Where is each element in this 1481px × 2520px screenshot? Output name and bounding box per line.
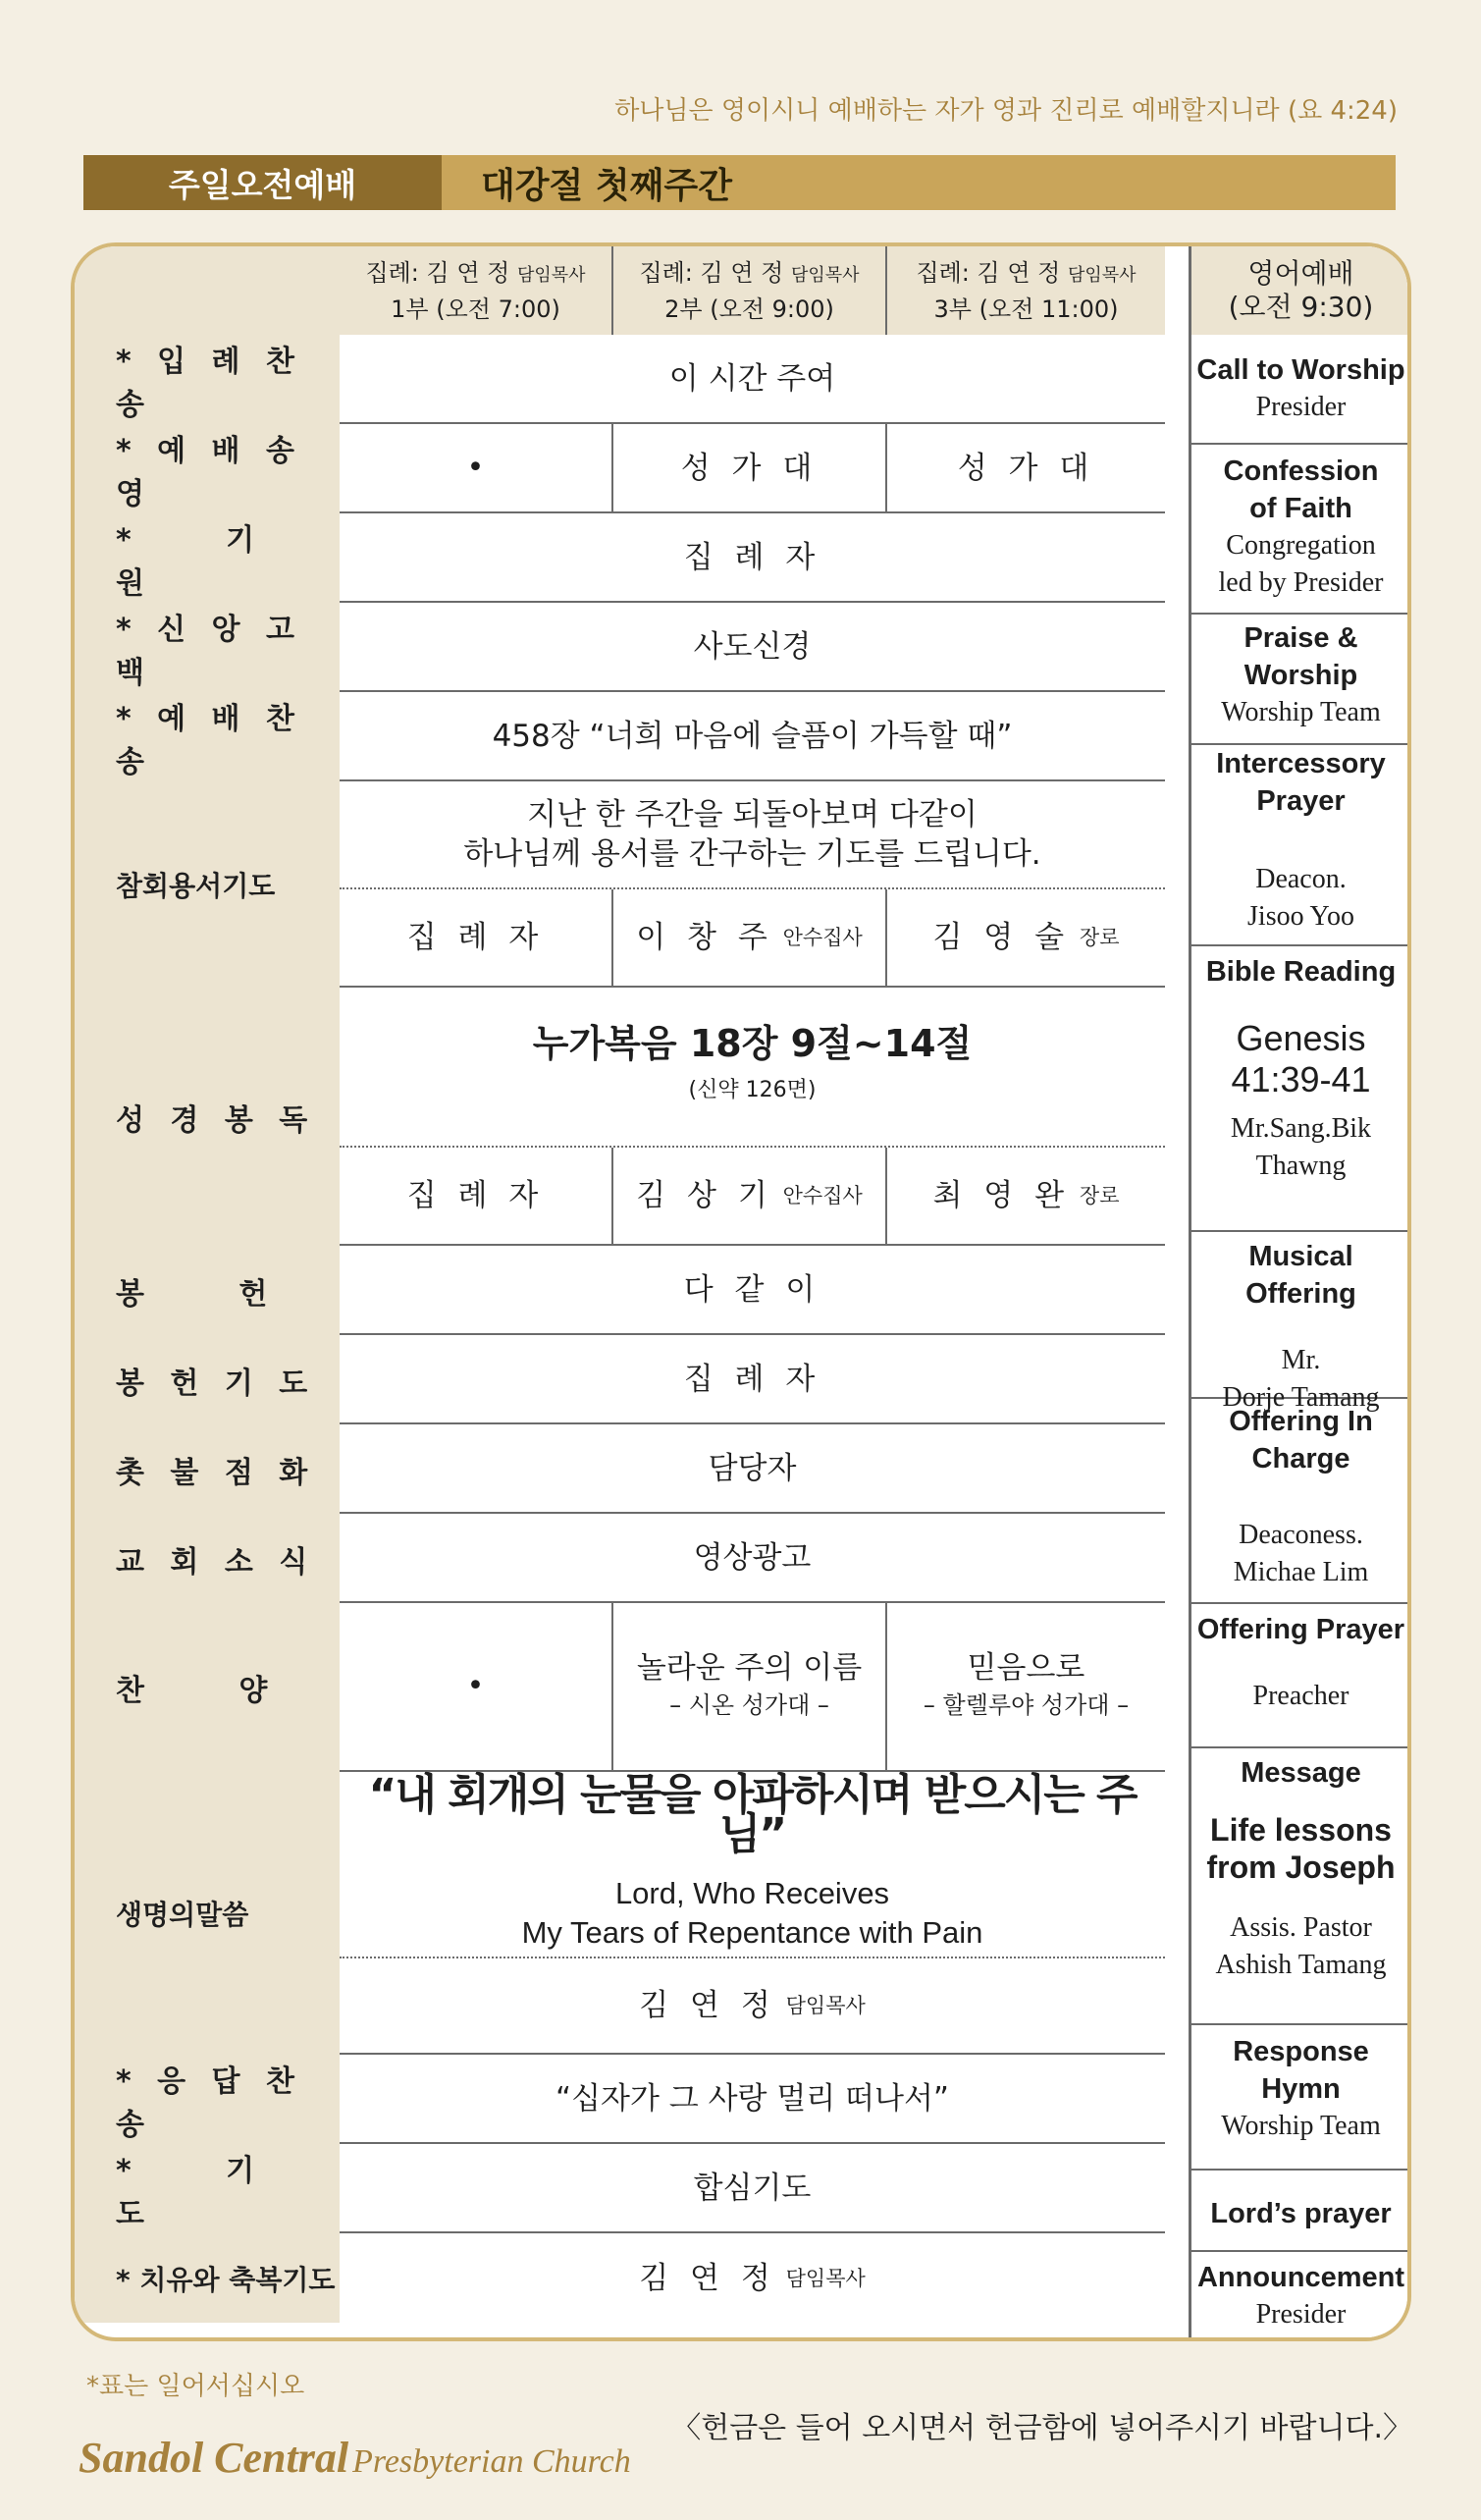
preacher: 김 연 정 담임목사 xyxy=(340,1958,1165,2055)
eng-lords-prayer: Lord’s prayer xyxy=(1191,2176,1410,2252)
eng-offering-prayer: Offering Prayer Preacher xyxy=(1191,1611,1410,1748)
label-creed: * 신 앙 고 백 xyxy=(75,603,340,692)
doxology-1: • xyxy=(340,424,613,513)
label-offering-prayer: 봉 헌 기 도 xyxy=(75,1335,340,1424)
opening-hymn: 이 시간 주여 xyxy=(340,335,1165,424)
eng-call-to-worship: Call to Worship Presider xyxy=(1191,351,1410,445)
confession-elder-2: 김 영 술 장로 xyxy=(887,889,1165,988)
blessing-prayer: 김 연 정 담임목사 xyxy=(639,2260,866,2296)
offering-prayer: 집 례 자 xyxy=(340,1335,1165,1424)
scripture-verse: 하나님은 영이시니 예배하는 자가 영과 진리로 예배할지니라 (요 4:24) xyxy=(614,96,1398,126)
eng-announcement: Announcement Presider xyxy=(1196,2262,1405,2330)
label-announcements: 교 회 소 식 xyxy=(75,1514,340,1603)
label-offering: 봉 헌 xyxy=(75,1246,340,1335)
doxology-3: 성 가 대 xyxy=(887,424,1165,513)
prayer: 합심기도 xyxy=(340,2144,1165,2233)
english-header: 영어예배 (오전 9:30) xyxy=(1191,246,1410,335)
label-candle-lighting: 촛 불 점 화 xyxy=(75,1424,340,1514)
eng-praise-worship: Praise & Worship Worship Team xyxy=(1191,619,1410,745)
confession-leader: 집 례 자 xyxy=(340,889,613,988)
church-logo xyxy=(79,2433,631,2483)
eng-confession-of-faith: Confession of Faith Congregation led by Presider xyxy=(1191,453,1410,615)
label-invocation: * 기 원 xyxy=(75,513,340,603)
confession-text: 지난 한 주간을 되돌아보며 다같이 하나님께 용서를 간구하는 기도를 드립니다. xyxy=(340,781,1165,889)
order-of-worship-card xyxy=(71,242,1411,2341)
label-worship-hymn: * 예 배 찬 송 xyxy=(75,692,340,781)
header-blank xyxy=(75,246,340,335)
scripture-leader: 집 례 자 xyxy=(340,1148,613,1246)
praise-2: 놀라운 주의 이름 – 시온 성가대 – xyxy=(613,1603,887,1772)
label-confession-prayer: 참회용서기도 xyxy=(75,781,340,988)
label-scripture: 성 경 봉 독 xyxy=(75,988,340,1246)
scripture-reader-1: 김 상 기 안수집사 xyxy=(613,1148,887,1246)
label-response-hymn: * 응 답 찬 송 xyxy=(75,2055,340,2144)
label-sermon: 생명의말씀 xyxy=(75,1772,340,2055)
invocation: 집 례 자 xyxy=(340,513,1165,603)
scripture-reading: 누가복음 18장 9절~14절 (신약 126면) xyxy=(340,988,1165,1148)
church-name: Sandol Central xyxy=(79,2434,349,2482)
praise-3: 믿음으로 – 할렐루야 성가대 – xyxy=(887,1603,1165,1772)
eng-intercessory-prayer: Intercessory Prayer Deacon. Jisoo Yoo xyxy=(1191,745,1410,946)
offering: 다 같 이 xyxy=(340,1246,1165,1335)
eng-bible-reading: Bible Reading Genesis 41:39-41 Mr.Sang.Bik Thawng xyxy=(1191,953,1410,1232)
header-service-2: 집례: 김 연 정 담임목사 2부 (오전 9:00) xyxy=(613,246,887,335)
praise-1: • xyxy=(340,1603,613,1772)
confession-elder-1: 이 창 주 안수집사 xyxy=(613,889,887,988)
label-blessing-prayer: * 치유와 축복기도 xyxy=(75,2233,340,2323)
church-subtitle: Presbyterian Church xyxy=(352,2443,631,2480)
header-service-3: 집례: 김 연 정 담임목사 3부 (오전 11:00) xyxy=(887,246,1165,335)
label-opening-hymn: * 입 례 찬 송 xyxy=(75,335,340,424)
service-theme: 대강절 첫째주간 xyxy=(481,165,732,206)
label-prayer: * 기 도 xyxy=(75,2144,340,2233)
creed: 사도신경 xyxy=(340,603,1165,692)
english-service-column xyxy=(1189,246,1410,2337)
label-doxology: * 예 배 송 영 xyxy=(75,424,340,513)
label-praise: 찬 양 xyxy=(75,1603,340,1772)
response-hymn: “십자가 그 사랑 멀리 떠나서” xyxy=(340,2055,1165,2144)
scripture-reader-2: 최 영 완 장로 xyxy=(887,1148,1165,1246)
service-banner xyxy=(83,155,1396,210)
korean-service-table xyxy=(75,246,1189,2323)
eng-message: Message Life lessons from Joseph Assis. Pastor Ashish Tamang xyxy=(1191,1754,1410,2025)
offering-note: 〈헌금은 들어 오시면서 헌금함에 넣어주시기 바랍니다.〉 xyxy=(671,2411,1412,2445)
header-service-1: 집례: 김 연 정 담임목사 1부 (오전 7:00) xyxy=(340,246,613,335)
announcements: 영상광고 xyxy=(340,1514,1165,1603)
standing-note: *표는 일어서십시오 xyxy=(86,2372,305,2401)
sermon: “내 회개의 눈물을 아파하시며 받으시는 주님” Lord, Who Receives My Tears of Repentance with Pain xyxy=(340,1772,1165,1958)
eng-response-hymn: Response Hymn Worship Team xyxy=(1191,2033,1410,2171)
candle-lighting: 담당자 xyxy=(340,1424,1165,1514)
eng-offering-in-charge: Offering In Charge Deaconess. Michae Lim xyxy=(1191,1403,1410,1604)
eng-musical-offering: Musical Offering Mr. Dorje Tamang xyxy=(1191,1238,1410,1399)
doxology-2: 성 가 대 xyxy=(613,424,887,513)
service-name: 주일오전예배 xyxy=(83,155,442,210)
worship-hymn: 458장 “너희 마음에 슬픔이 가득할 때” xyxy=(340,692,1165,781)
